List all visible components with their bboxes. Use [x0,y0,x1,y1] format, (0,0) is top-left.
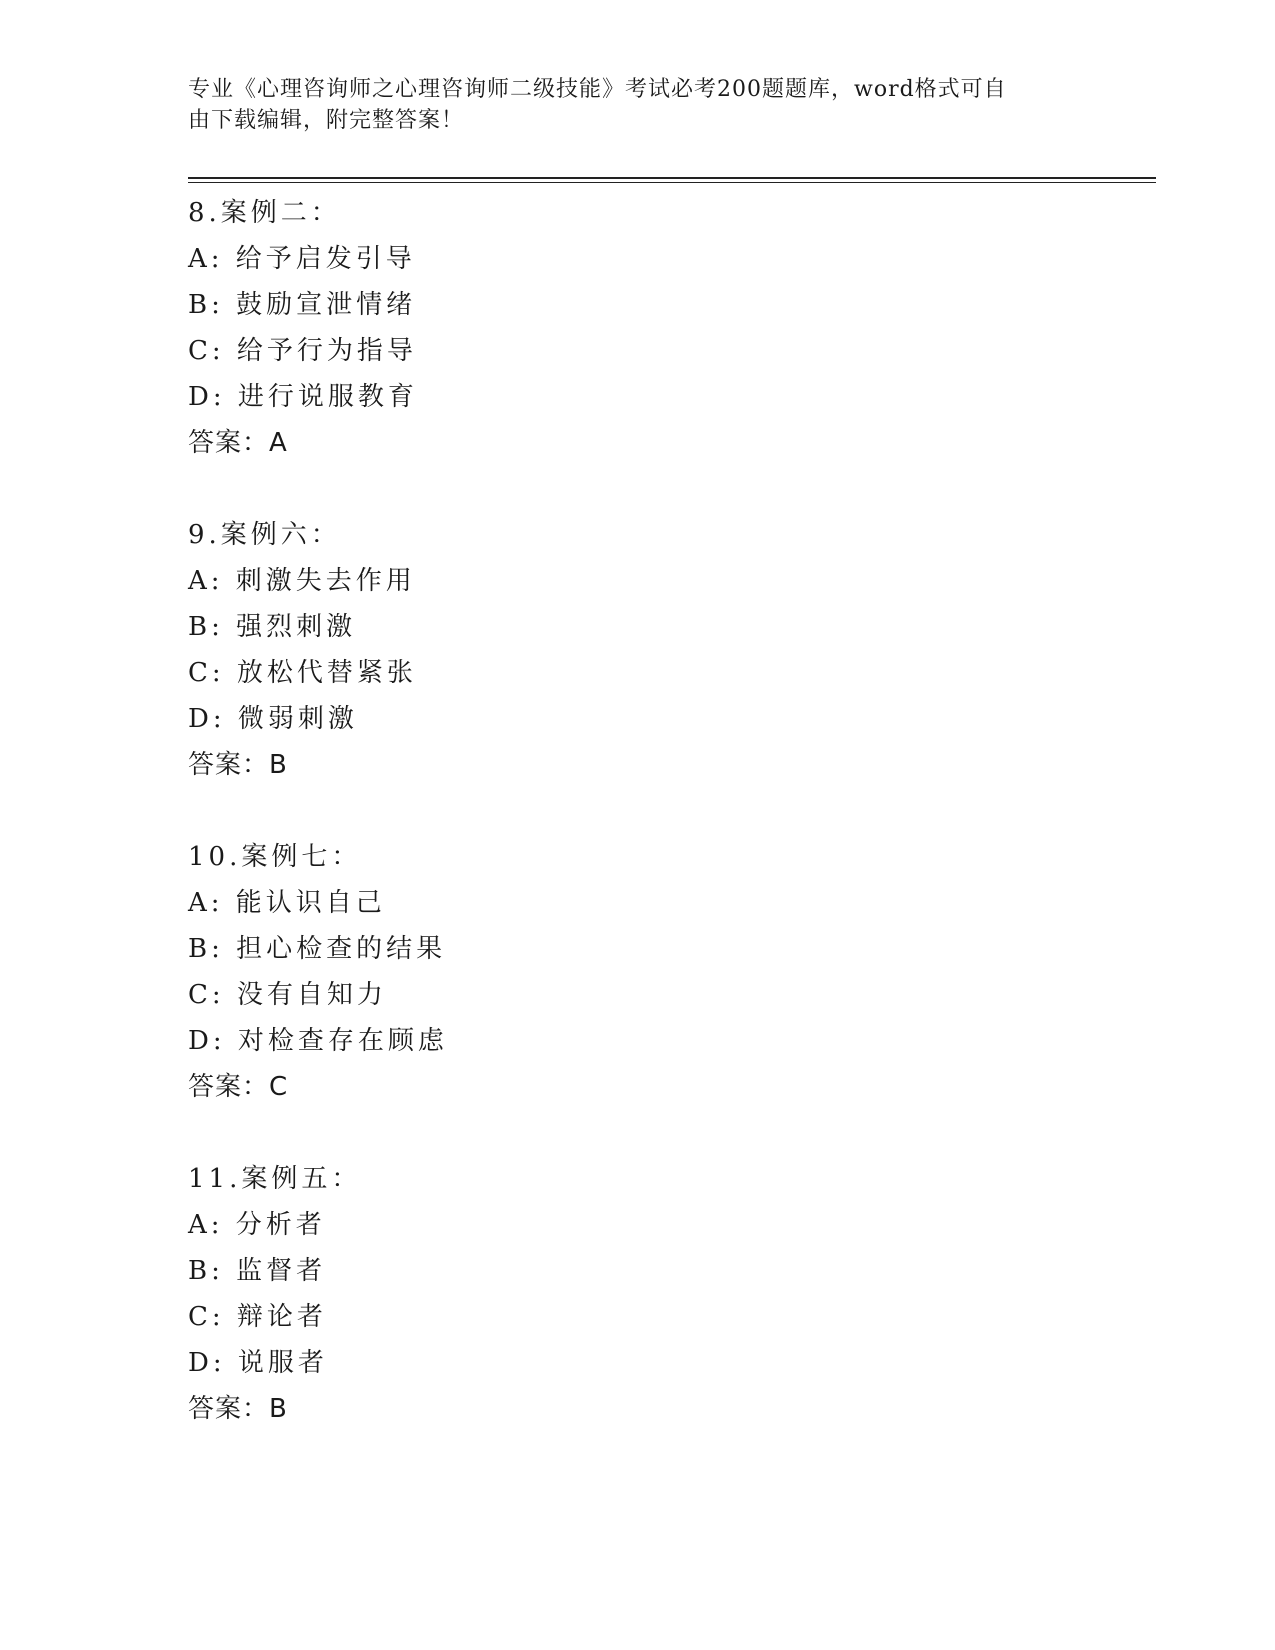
question-stem: 10.案例七： [188,842,362,872]
question-item [188,512,1156,788]
question-stem: 11.案例五： [188,1164,362,1194]
question-list [188,190,1156,1432]
question-stem: 9.案例六： [188,520,341,550]
answer-line: 答案：B [188,750,288,780]
option-c: C: 辩论者 [188,1302,327,1332]
answer-line: 答案：B [188,1394,288,1424]
option-d: D: 说服者 [188,1348,328,1378]
header-divider [188,177,1156,179]
option-b: B: 担心检查的结果 [188,934,447,964]
option-d: D: 进行说服教育 [188,382,418,412]
option-a: A: 能认识自己 [188,888,386,918]
option-c: C: 放松代替紧张 [188,658,417,688]
option-b: B: 强烈刺激 [188,612,357,642]
option-c: C: 给予行为指导 [188,336,417,366]
header-line-1: 专业《心理咨询师之心理咨询师二级技能》考试必考200题题库，word格式可自 [188,77,1007,102]
option-a: A: 给予启发引导 [188,244,416,274]
answer-line: 答案：C [188,1072,289,1102]
header-divider-thin [188,182,1156,183]
option-c: C: 没有自知力 [188,980,387,1010]
answer-line: 答案：A [188,428,288,458]
question-item [188,190,1156,466]
option-d: D: 对检查存在顾虑 [188,1026,448,1056]
question-stem: 8.案例二： [188,198,341,228]
question-item [188,834,1156,1110]
option-a: A: 刺激失去作用 [188,566,416,596]
question-item [188,1156,1156,1432]
header-line-2: 由下载编辑，附完整答案！ [188,108,465,133]
document-header [188,74,1068,136]
option-b: B: 监督者 [188,1256,327,1286]
option-a: A: 分析者 [188,1210,326,1240]
option-b: B: 鼓励宣泄情绪 [188,290,417,320]
option-d: D: 微弱刺激 [188,704,358,734]
